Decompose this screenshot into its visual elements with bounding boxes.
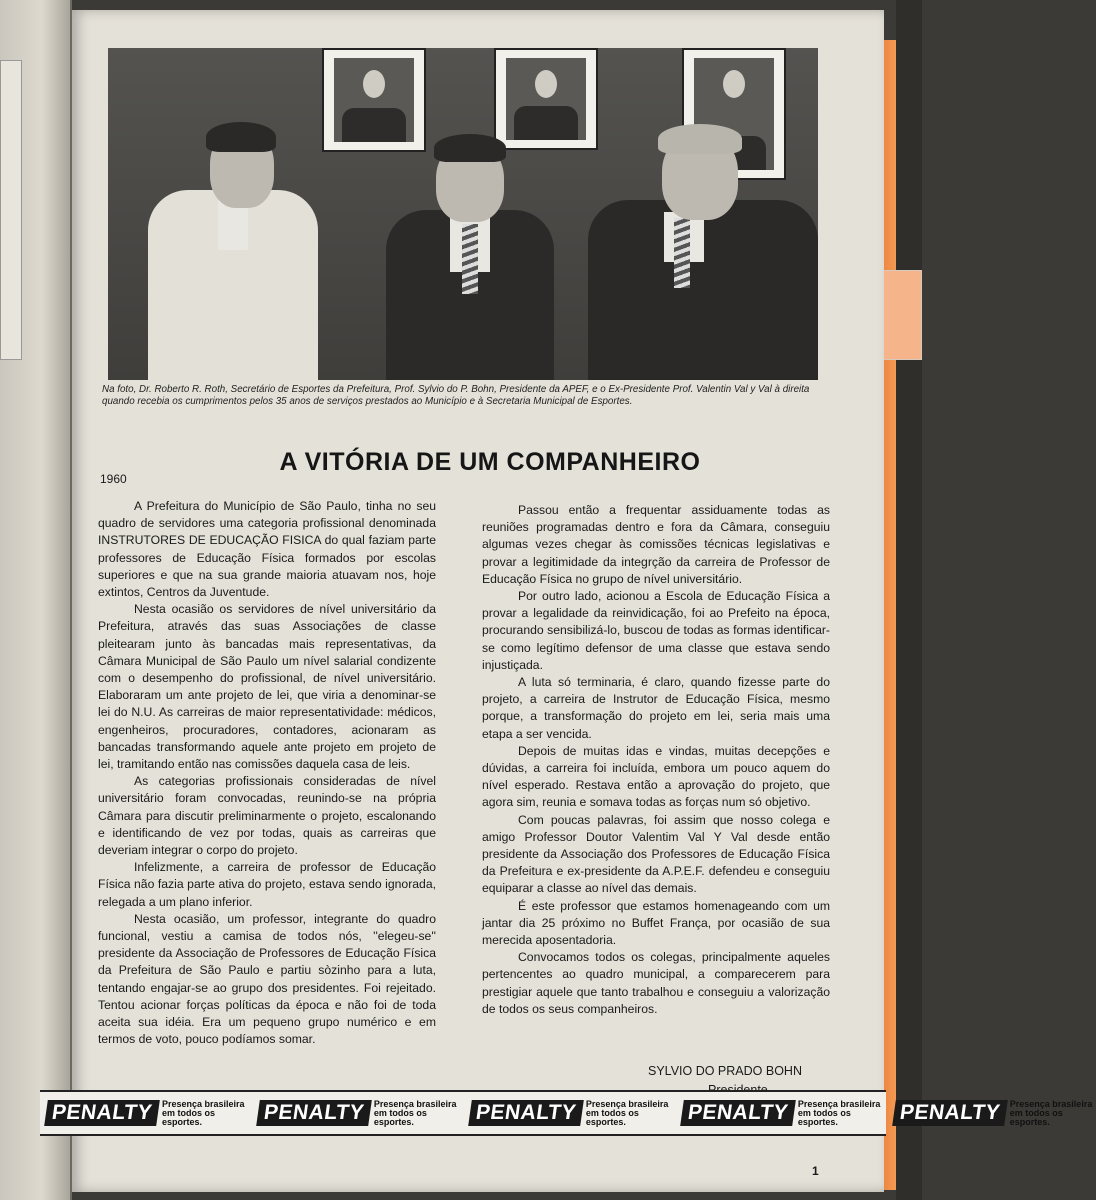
binder-edge	[896, 0, 922, 1200]
page-number: 1	[812, 1164, 819, 1178]
article-column-left	[98, 498, 436, 1049]
paragraph: A Prefeitura do Município de São Paulo, tinha no seu quadro de servidores uma categoria profissional denominada INSTRUTORES DE EDUCAÇÃO FISICA do qual faziam parte professores de Educação Física formados por escolas superiores e que na sua grande maioria atuavam nos, hoje extintos, Centros da Juventude.	[98, 499, 436, 600]
ad-slogan: Presença brasileira em todos os esportes.	[797, 1098, 881, 1127]
photo-caption: Na foto, Dr. Roberto R. Roth, Secretário de Esportes da Prefeitura, Prof. Sylvio do P. Bohn, Presidente da APEF, e o Ex-Presidente Prof. Valentin Val y Val à direita quando recebia os cumprimentos pelos 35 anos de serviços prestados ao Município e à Secretaria Municipal de Esportes.	[102, 384, 810, 407]
author-signature: SYLVIO DO PRADO BOHN	[648, 1064, 802, 1078]
ad-brand-logo: PENALTY	[44, 1100, 160, 1126]
article-year: 1960	[100, 472, 127, 486]
paragraph: Com poucas palavras, foi assim que nosso colega e amigo Professor Doutor Valentim Val Y Val desde então presidente da Associação dos Professores de Educação Física da Prefeitura e ex-presidente da A.P.E.F. defendeu e conseguiu equiparar a classe ao nível das demais.	[482, 812, 830, 896]
ad-brand-logo: PENALTY	[468, 1100, 584, 1126]
ad-brand-logo: PENALTY	[256, 1100, 372, 1126]
person-right	[578, 108, 818, 380]
article-photo	[108, 48, 818, 380]
advertisement-strip	[40, 1090, 1093, 1136]
paragraph: Nesta ocasião, um professor, integrante do quadro funcional, vestiu a camisa de todos nós, ''elegeu-se'' presidente da Associação de Professores de Educação Física da Prefeitura de São Paulo e partiu sòzinho para a luta, tentando engajar-se ao grupo dos presidentes. Foi rejeitado. Tentou acionar forças políticas da época e não foi de toda aceita sua idéia. Era um pequeno grupo numérico e em termos de voto, pouco podíamos somar.	[98, 911, 436, 1047]
penalty-ad	[682, 1100, 884, 1127]
paragraph: As categorias profissionais consideradas de nível universitário foram convocadas, reunindo-se na própria Câmara para discutir preliminarmente o projeto, escalonando e identificando de vez por todas, quais as carreiras que deveriam integrar o corpo do projeto.	[98, 774, 436, 858]
penalty-ad	[258, 1100, 460, 1127]
paragraph: Por outro lado, acionou a Escola de Educação Física a provar a legalidade da reinvidicação, foi ao Prefeito na época, procurando sensibilizá-lo, buscou de todas as formas identificar-se como legítimo defensor de uma classe que estava sendo injustiçada.	[482, 589, 830, 672]
paragraph: A luta só terminaria, é claro, quando fizesse parte do projeto, a carreira de Instrutor de Educação Física, mesmo porque, a transformação do projeto em lei, seria mais uma etapa a ser vencida.	[482, 675, 830, 741]
article-column-right	[482, 502, 830, 1018]
person-left	[148, 120, 328, 380]
article-title: A VITÓRIA DE UM COMPANHEIRO	[279, 448, 701, 476]
paragraph: Infelizmente, a carreira de professor de Educação Física não fazia parte ativa do projeto, estava sendo ignorada, relegada a um plano inferior.	[98, 860, 436, 909]
paragraph: Nesta ocasião os servidores de nível universitário da Prefeitura, através das suas Associações de classe pleitearam junto às bancadas mais representativas, da Câmara Municipal de São Paulo um nível salarial condizente com o desempenho do profissional, de nível universitário. Elaboraram um ante projeto de lei, que viria a denominar-se lei do N.U. As carreiras de maior representatividade: médicos, engenheiros, procuradores, contadores, acionaram as bancadas transformando aquele ante projeto em projeto de lei, tramitando então nas comissões daquela casa de leis.	[98, 602, 436, 772]
ad-brand-logo: PENALTY	[680, 1100, 796, 1126]
penalty-ad	[46, 1100, 248, 1127]
person-center	[386, 132, 566, 380]
page-tab	[0, 60, 22, 360]
paragraph: Convocamos todos os colegas, principalmente aqueles pertencentes ao quadro municipal, a comparecerem para prestigiar aquele que tanto trabalhou e conseguiu a valorização de todos os seus companheiros.	[482, 950, 830, 1016]
previous-page-edge	[0, 0, 72, 1200]
penalty-ad	[894, 1100, 1096, 1127]
ad-slogan: Presença brasileira em todos os esportes.	[585, 1098, 669, 1127]
ad-slogan: Presença brasileira em todos os esportes.	[1009, 1098, 1093, 1127]
ad-brand-logo: PENALTY	[892, 1100, 1008, 1126]
ad-slogan: Presença brasileira em todos os esportes.	[161, 1098, 245, 1127]
paragraph: Depois de muitas idas e vindas, muitas decepções e dúvidas, a carreira foi incluída, embora um pouco aquem do nível esperado. Restava então a aprovação do projeto, que agora sim, reunia e somava todas as forças num só objetivo.	[482, 743, 830, 810]
magazine-page	[50, 10, 1093, 1192]
paragraph: É este professor que estamos homenageando com um jantar dia 25 próximo no Buffet França, por ocasião de sua merecida aposentadoria.	[482, 898, 830, 948]
ad-slogan: Presença brasileira em todos os esportes.	[373, 1098, 457, 1127]
penalty-ad	[470, 1100, 672, 1127]
paragraph: Passou então a frequentar assiduamente todas as reuniões programadas dentro e fora da Câmara, conseguiu algumas vezes chegar às comissões técnicas legislativas e provar a legitimidade da integrção da carreira de Professor de Educação Física no grupo de nível universitário.	[482, 503, 830, 586]
